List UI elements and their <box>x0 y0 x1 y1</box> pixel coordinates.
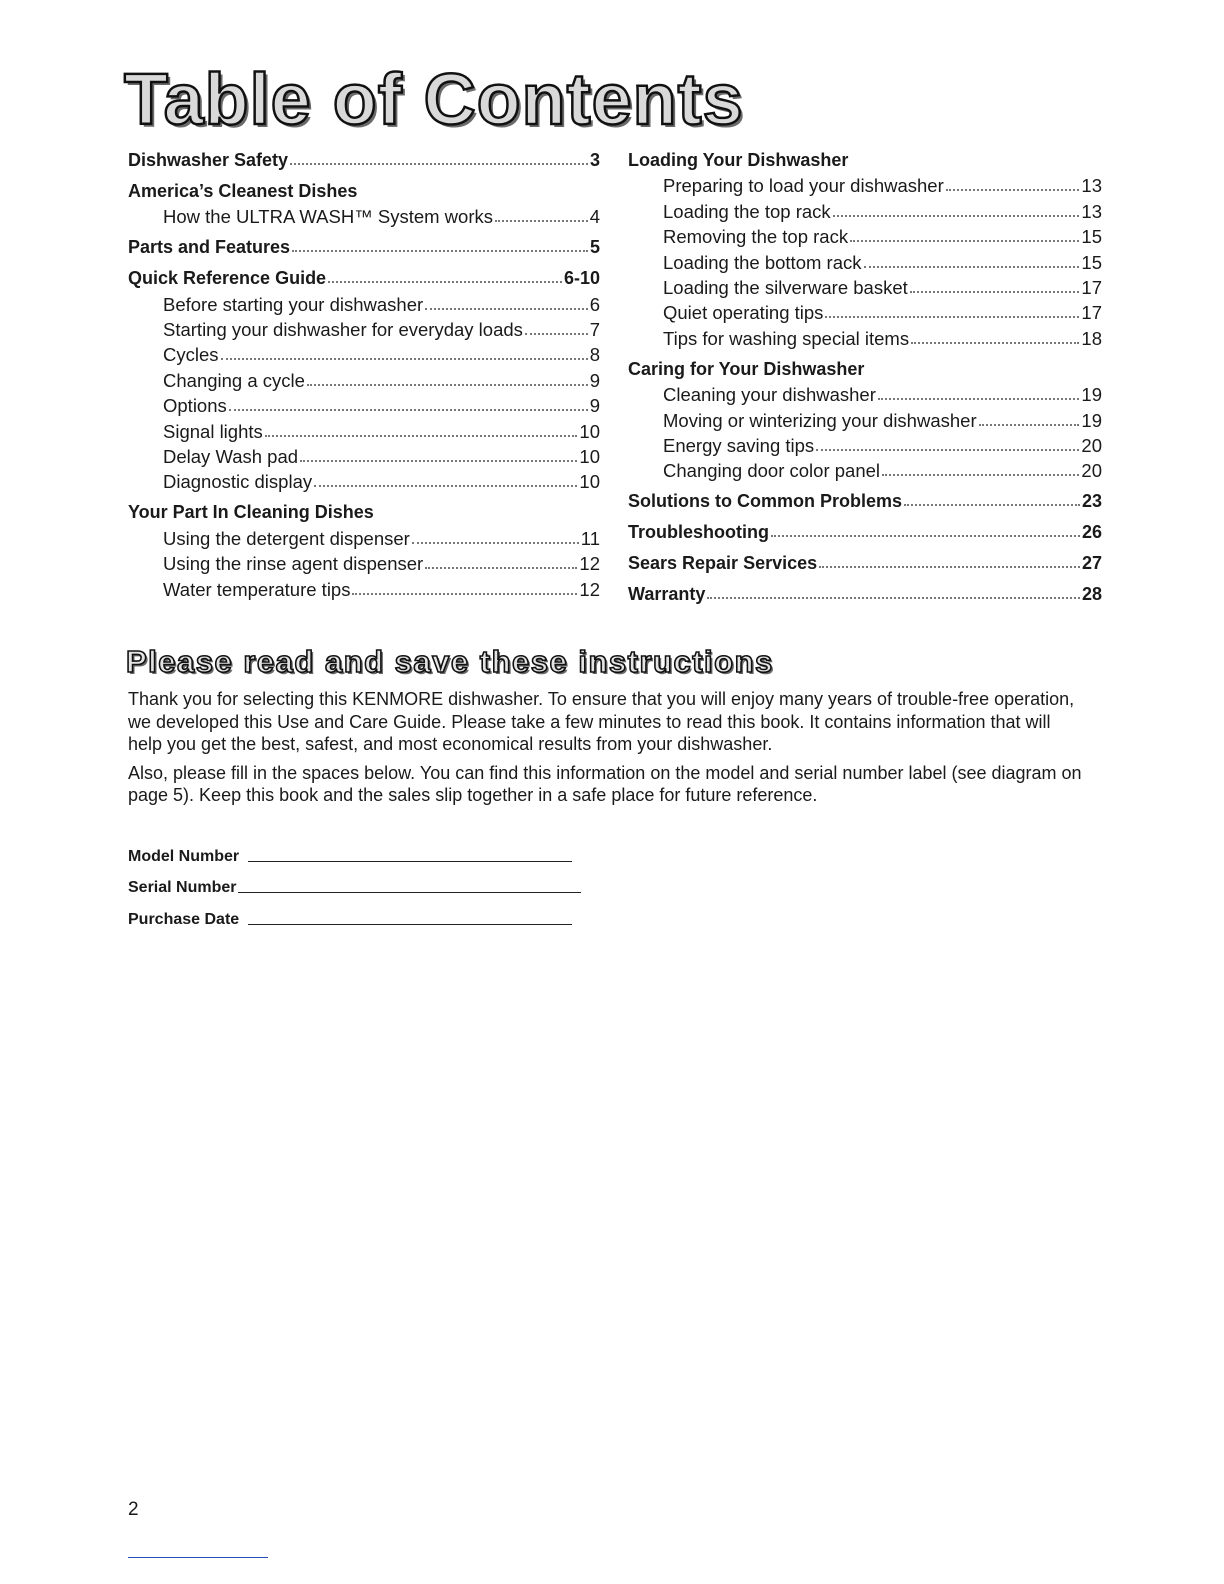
purchase-date-field <box>128 897 581 929</box>
toc-entry-page: 17 <box>1081 302 1102 324</box>
toc-entry-loading-the-top-rack <box>628 199 1102 224</box>
dot-leader <box>816 448 1079 451</box>
instructions-heading: Please read and save these instructions <box>126 644 774 679</box>
toc-entry-page: 6-10 <box>563 268 600 289</box>
toc-entry-page: 18 <box>1081 327 1102 349</box>
toc-entry-label: Quick Reference Guide <box>128 268 327 289</box>
toc-entry-label: Signal lights <box>163 420 263 442</box>
toc-entry-label: Solutions to Common Problems <box>628 491 903 512</box>
toc-entry-page: 12 <box>579 553 600 575</box>
dot-leader <box>290 162 588 165</box>
dot-leader <box>425 566 577 569</box>
toc-entry-page: 4 <box>589 206 600 228</box>
intro-paragraph: Also, please fill in the spaces below. You can find this information on the model and serial number label (see diagram on page 5). Keep this book and the sales slip together in a safe place for future reference. <box>128 762 1082 805</box>
toc-entry-using-the-rinse-agent-dispenser <box>128 551 600 576</box>
toc-entry-using-the-detergent-dispenser <box>128 526 600 551</box>
toc-entry-label: Warranty <box>628 584 706 604</box>
toc-entry-page: 11 <box>580 527 600 549</box>
toc-entry-options <box>128 393 600 418</box>
dot-leader <box>911 341 1079 344</box>
dot-leader <box>221 357 588 360</box>
toc-entry-loading-your-dishwasher <box>628 148 1102 173</box>
toc-entry-warranty <box>628 582 1102 607</box>
dot-leader <box>707 596 1080 599</box>
toc-entry-label: Energy saving tips <box>663 434 815 456</box>
toc-entry-page: 12 <box>579 578 600 600</box>
toc-entry-changing-door-color-panel <box>628 458 1102 483</box>
dot-leader <box>229 408 588 411</box>
toc-entry-label: Cleaning your dishwasher <box>663 384 876 406</box>
toc-entry-page: 9 <box>589 369 600 391</box>
toc-entry-delay-wash-pad <box>128 444 600 469</box>
toc-entry-caring-for-your-dishwasher <box>628 357 1102 382</box>
dot-leader <box>307 383 588 386</box>
toc-entry-label: Water temperature tips <box>163 578 351 600</box>
intro-text <box>128 688 1088 813</box>
toc-entry-label: Troubleshooting <box>628 522 769 543</box>
dot-leader <box>265 434 578 437</box>
toc-entry-label: Moving or winterizing your dishwasher <box>663 409 977 431</box>
toc-entry-page: 28 <box>1081 584 1102 604</box>
toc-column-right <box>628 146 1102 607</box>
toc-entry-dishwasher-safety <box>128 148 600 173</box>
toc-entry-page: 15 <box>1081 226 1102 248</box>
toc-entry-page: 6 <box>589 293 600 315</box>
dot-leader <box>300 459 577 462</box>
toc-entry-page: 10 <box>579 471 600 493</box>
toc-entry-label: Delay Wash pad <box>163 445 299 467</box>
toc-entry-page: 23 <box>1081 491 1102 512</box>
dot-leader <box>910 290 1080 293</box>
toc-entry-label: America’s Cleanest Dishes <box>128 180 358 201</box>
toc-entry-page: 8 <box>589 344 600 366</box>
fill-in-line <box>248 924 572 925</box>
dot-leader <box>819 565 1080 568</box>
toc-entry-troubleshooting <box>628 520 1102 545</box>
toc-entry-label: Sears Repair Services <box>628 553 818 574</box>
footer-rule <box>128 1557 268 1558</box>
toc-entry-label: Before starting your dishwasher <box>163 293 424 315</box>
toc-entry-label: Your Part In Cleaning Dishes <box>128 502 374 523</box>
toc-entry-label: Loading the bottom rack <box>663 251 862 273</box>
dot-leader <box>833 214 1080 217</box>
dot-leader <box>946 188 1080 191</box>
toc-entry-page: 9 <box>589 395 600 417</box>
form-field-label: Model Number <box>128 847 240 865</box>
toc-entry-america-s-cleanest-dishes <box>128 179 600 204</box>
toc-entry-label: Preparing to load your dishwasher <box>663 175 944 197</box>
toc-entry-loading-the-bottom-rack <box>628 250 1102 275</box>
toc-entry-parts-and-features <box>128 235 600 260</box>
dot-leader <box>328 280 562 283</box>
toc-entry-page: 10 <box>579 445 600 467</box>
toc-entry-page: 3 <box>589 150 600 170</box>
toc-entry-page: 5 <box>589 237 600 258</box>
form-field-label: Serial Number <box>128 879 237 896</box>
toc-entry-sears-repair-services <box>628 551 1102 576</box>
toc-entry-label: Caring for Your Dishwasher <box>628 358 865 379</box>
form-field-label: Purchase Date <box>128 910 240 928</box>
toc-entry-label: Using the detergent dispenser <box>163 527 410 549</box>
dot-leader <box>864 265 1080 268</box>
toc-entry-removing-the-top-rack <box>628 224 1102 249</box>
toc-entry-label: Changing door color panel <box>663 460 881 482</box>
toc-entry-how-the-ultra-wash-system-works <box>128 204 600 229</box>
toc-entry-label: Starting your dishwasher for everyday loads <box>163 318 523 340</box>
toc-entry-label: Loading Your Dishwasher <box>628 150 849 170</box>
toc-entry-page: 20 <box>1081 460 1102 482</box>
serial-number-field <box>128 866 581 898</box>
toc-entry-tips-for-washing-special-items <box>628 326 1102 351</box>
toc-column-left <box>128 146 600 602</box>
toc-entry-energy-saving-tips <box>628 433 1102 458</box>
dot-leader <box>850 239 1079 242</box>
toc-entry-diagnostic-display <box>128 469 600 494</box>
toc-entry-quick-reference-guide <box>128 266 600 291</box>
dot-leader <box>882 473 1079 476</box>
page-title: Table of Contents <box>124 60 744 140</box>
toc-entry-page: 13 <box>1081 175 1102 197</box>
toc-entry-quiet-operating-tips <box>628 300 1102 325</box>
dot-leader <box>904 503 1080 506</box>
toc-entry-page: 26 <box>1081 522 1102 543</box>
toc-entry-signal-lights <box>128 419 600 444</box>
toc-entry-label: Quiet operating tips <box>663 302 824 324</box>
dot-leader <box>412 541 579 544</box>
intro-paragraph: Thank you for selecting this KENMORE dishwasher. To ensure that you will enjoy many years of trouble-free operation, we developed this Use and Care Guide. Please take a few minutes to read this book. It contains information that will help you get the best, safest, and most economical results from your dishwasher. <box>128 689 1075 754</box>
dot-leader <box>878 397 1080 400</box>
toc-entry-page: 7 <box>589 318 600 340</box>
dot-leader <box>352 592 577 595</box>
toc-entry-label: Cycles <box>163 344 219 366</box>
toc-entry-loading-the-silverware-basket <box>628 275 1102 300</box>
toc-entry-page: 13 <box>1081 200 1102 222</box>
toc-entry-page: 19 <box>1081 409 1102 431</box>
toc-entry-cycles <box>128 342 600 367</box>
owner-record-form <box>128 834 581 929</box>
dot-leader <box>495 219 588 222</box>
toc-entry-label: How the ULTRA WASH™ System works <box>163 206 493 228</box>
toc-entry-label: Dishwasher Safety <box>128 150 289 170</box>
fill-in-line <box>238 892 581 893</box>
toc-entry-label: Parts and Features <box>128 237 291 258</box>
toc-entry-page: 10 <box>579 420 600 442</box>
toc-entry-label: Removing the top rack <box>663 226 849 248</box>
toc-entry-label: Options <box>163 395 227 417</box>
toc-entry-solutions-to-common-problems <box>628 489 1102 514</box>
toc-entry-page: 20 <box>1081 434 1102 456</box>
toc-entry-label: Diagnostic display <box>163 471 313 493</box>
dot-leader <box>425 307 588 310</box>
page-number: 2 <box>128 1499 139 1520</box>
toc-entry-label: Loading the top rack <box>663 200 831 222</box>
dot-leader <box>292 249 588 252</box>
fill-in-line <box>248 861 572 862</box>
toc-entry-page: 15 <box>1081 251 1102 273</box>
toc-entry-cleaning-your-dishwasher <box>628 382 1102 407</box>
toc-entry-before-starting-your-dishwasher <box>128 292 600 317</box>
toc-entry-label: Tips for washing special items <box>663 327 910 349</box>
toc-entry-water-temperature-tips <box>128 577 600 602</box>
toc-entry-label: Using the rinse agent dispenser <box>163 553 424 575</box>
toc-entry-starting-your-dishwasher-for-everyday-loads <box>128 317 600 342</box>
toc-entry-page: 19 <box>1081 384 1102 406</box>
dot-leader <box>979 423 1080 426</box>
dot-leader <box>314 484 577 487</box>
dot-leader <box>825 315 1079 318</box>
toc-entry-page: 27 <box>1081 553 1102 574</box>
toc-entry-label: Changing a cycle <box>163 369 305 391</box>
dot-leader <box>525 332 588 335</box>
toc-entry-moving-or-winterizing-your-dishwasher <box>628 408 1102 433</box>
toc-entry-label: Loading the silverware basket <box>663 277 908 299</box>
toc-entry-changing-a-cycle <box>128 368 600 393</box>
toc-entry-preparing-to-load-your-dishwasher <box>628 173 1102 198</box>
model-number-field <box>128 834 581 866</box>
dot-leader <box>771 534 1080 537</box>
toc-entry-your-part-in-cleaning-dishes <box>128 500 600 525</box>
toc-entry-page: 17 <box>1081 277 1102 299</box>
